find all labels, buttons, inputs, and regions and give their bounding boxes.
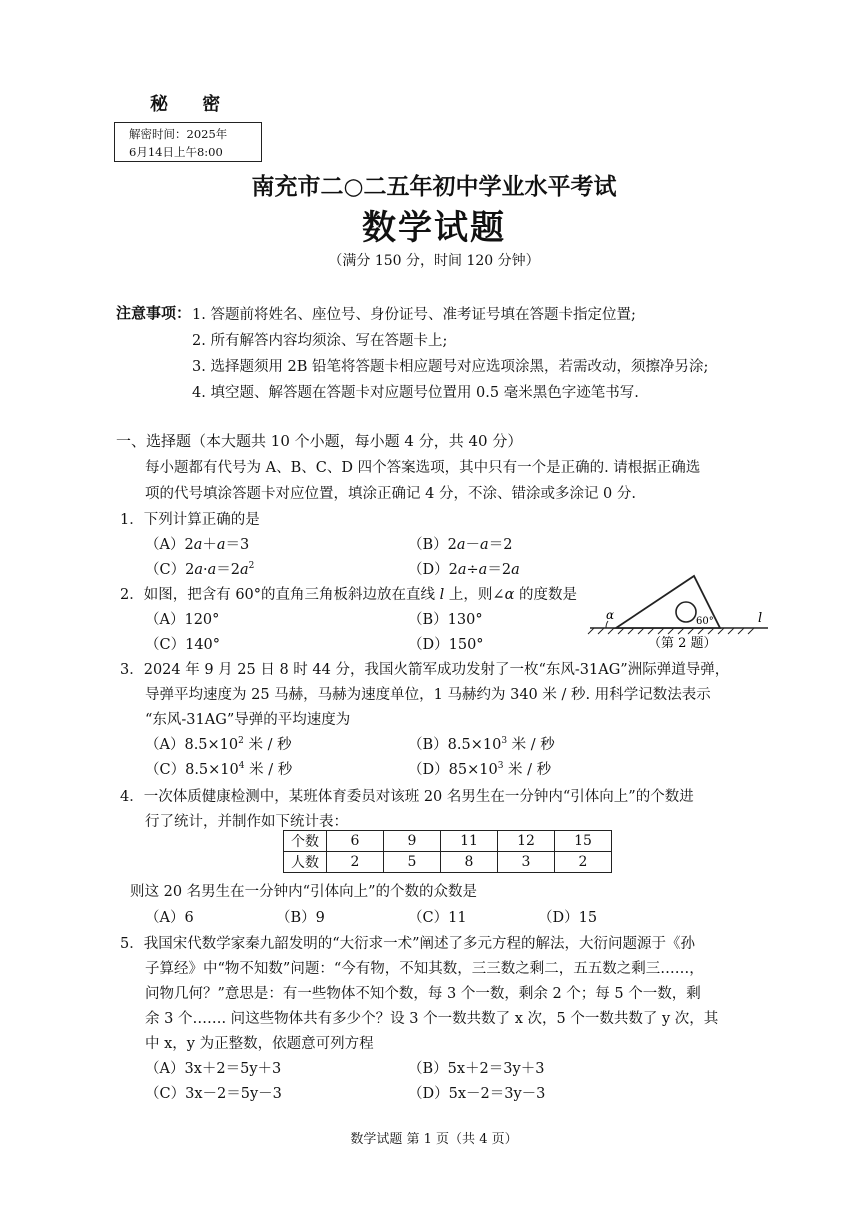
q5-line-4: 余 3 个……. 问这些物体共有多少个？设 3 个一数共数了 x 次，5 个一数共数了 y 次，其 [145,1011,719,1027]
unseal-line1: 解密时间：2025年 [129,127,228,141]
q2-option-c: （C）140° [145,637,221,653]
q4-option-a: （A）6 [145,910,194,926]
q4-line-2: 行了统计，并制作如下统计表： [145,814,348,830]
q3-option-a: $(A)8.5\times 10^2$ 米 / 秒 [145,736,292,753]
page-footer: 数学试题 第 1 页（共 4 页） [350,1132,518,1147]
q2-option-d: （D）150° [408,637,484,653]
q5-option-c: （C）3x－2＝5y－3 [145,1086,282,1102]
q1-stem: 1．下列计算正确的是 [120,512,260,528]
exam-subtitle: （满分 150 分，时间 120 分钟） [328,253,540,269]
q4-option-c: （C）11 [408,910,467,926]
unseal-time-box [114,122,262,162]
q3-option-d: $(D)85\times 10^3$ 米 / 秒 [408,761,552,778]
q4-line-3: 则这 20 名男生在一分钟内“引体向上”的个数的众数是 [130,884,477,900]
q1-option-d: （D）2a÷a＝2a [408,562,520,578]
section-desc-1: 每小题都有代号为 A、B、C、D 四个答案选项，其中只有一个是正确的. 请根据正确选 [145,460,701,476]
table-cell: 个数 [284,831,327,852]
table-cell: 15 [555,831,612,852]
section-heading: 一、选择题（本大题共 10 个小题，每小题 4 分，共 40 分） [116,432,523,450]
table-cell: 11 [441,831,498,852]
figure-line-label: l [758,611,763,626]
notice-label: 注意事项： [116,304,192,322]
q3-line-2: 导弹平均速度为 25 马赫，马赫为速度单位，1 马赫约为 340 米 / 秒. 用科学记数法表示 [145,687,711,703]
q4-stat-table [283,830,612,873]
table-cell: 8 [441,852,498,873]
section-desc-2: 项的代号填涂答题卡对应位置，填涂正确记 4 分，不涂、错涂或多涂记 0 分. [145,486,636,502]
q3-option-c: $(C)8.5\times 10^4$ 米 / 秒 [145,761,293,778]
q4-option-b: （B）9 [276,910,325,926]
table-cell: 12 [498,831,555,852]
table-row [284,831,612,852]
q3-option-b: $(B)8.5\times 10^3$ 米 / 秒 [408,736,555,753]
table-cell: 9 [384,831,441,852]
q3-line-3: “东风-31AG”导弹的平均速度为 [145,712,351,728]
notice-item-4: 4. 填空题、解答题在答题卡对应题号位置用 0.5 毫米黑色字迹笔书写. [192,385,639,401]
table-cell: 6 [327,831,384,852]
q5-option-b: （B）5x＋2＝3y＋3 [408,1061,545,1077]
notice-item-2: 2. 所有解答内容均须涂、写在答题卡上; [192,333,448,349]
q4-line-1: 4．一次体质健康检测中，某班体育委员对该班 20 名男生在一分钟内“引体向上”的个数进 [120,789,694,805]
exam-title: 南充市二○二五年初中学业水平考试 [251,173,617,200]
ruler-hole [676,602,696,622]
table-cell: 5 [384,852,441,873]
q5-line-2: 子算经》中“物不知数”问题：“今有物，不知其数，三三数之剩二，五五数之剩三……， [145,961,704,977]
q5-line-1: 5．我国宋代数学家秦九韶发明的“大衍求一术”阐述了多元方程的解法，大衍问题源于《孙 [120,936,696,952]
secret-label: 秘 密 [150,94,235,115]
q2-option-a: （A）120° [145,612,220,628]
figure-alpha-label: α [606,608,615,622]
q3-line-1: 3．2024 年 9 月 25 日 8 时 44 分，我国火箭军成功发射了一枚“东风-31AG”洲际弹道导弹， [120,662,730,678]
unseal-line2: 6月14日上午8:00 [129,145,223,159]
notice-item-1: 1. 答题前将姓名、座位号、身份证号、准考证号填在答题卡指定位置; [192,307,636,323]
subject-title: 数学试题 [362,208,506,248]
q5-option-a: （A）3x＋2＝5y＋3 [145,1061,282,1077]
table-cell: 2 [555,852,612,873]
q2-stem: 2．如图，把含有 60°的直角三角板斜边放在直线 l 上，则∠α 的度数是 [120,587,577,603]
table-row [284,852,612,873]
table-cell: 3 [498,852,555,873]
figure-caption: （第 2 题） [648,636,717,651]
q2-option-b: （B）130° [408,612,483,628]
q4-option-d: （D）15 [538,910,598,926]
q5-option-d: （D）5x－2＝3y－3 [408,1086,546,1102]
q1-option-c: $(C)2a\cdot a=2a^2$ [145,561,255,578]
q2-triangle-figure [586,574,776,668]
figure-angle-label: 60° [696,616,714,627]
q1-option-a: （A）2a＋a＝3 [145,537,250,553]
table-cell: 2 [327,852,384,873]
q1-option-b: （B）2a－a＝2 [408,537,513,553]
q5-line-5: 中 x，y 为正整数，依题意可列方程 [145,1036,374,1052]
table-cell: 人数 [284,852,327,873]
notice-item-3: 3. 选择题须用 2B 铅笔将答题卡相应题号对应选项涂黑，若需改动，须擦净另涂; [192,359,709,375]
q5-line-3: 问物几何？”意思是：有一些物体不知个数，每 3 个一数，剩余 2 个；每 5 个一数，剩 [145,986,701,1002]
